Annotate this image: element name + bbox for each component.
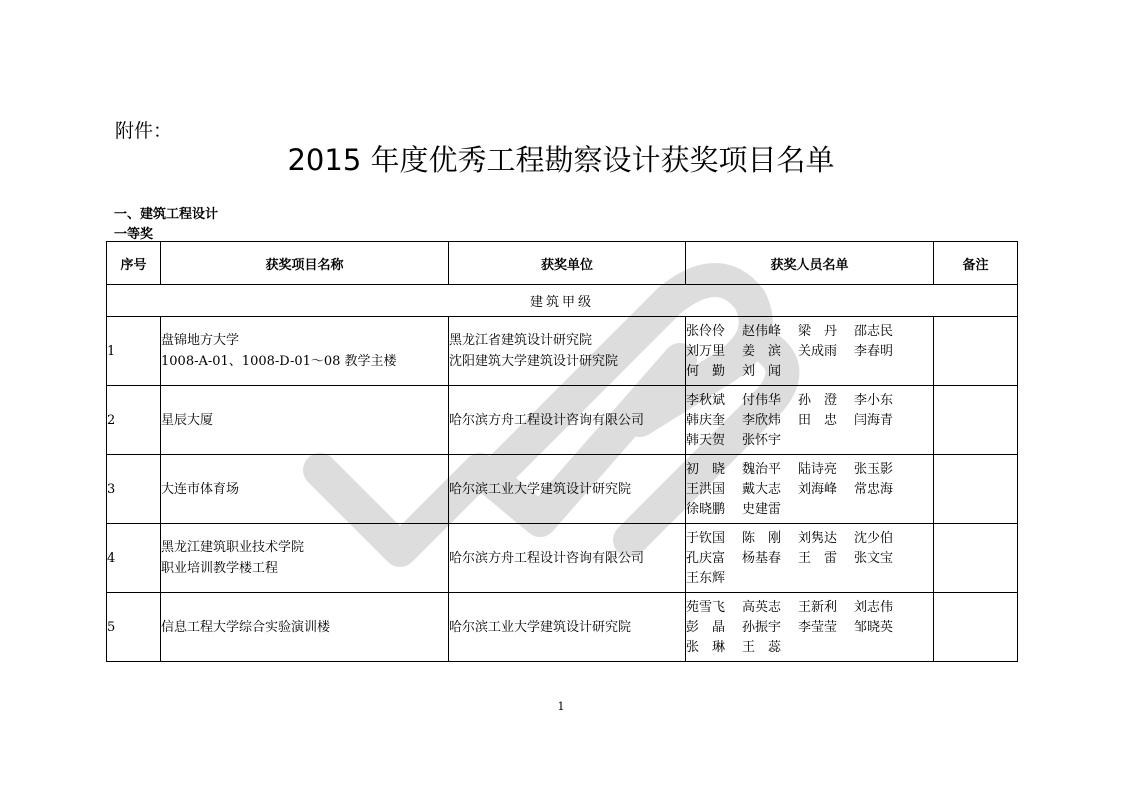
col-header-people: 获奖人员名单 bbox=[686, 242, 934, 285]
person-name: 刘隽达 bbox=[798, 530, 838, 546]
people-list bbox=[686, 323, 933, 380]
person-name: 高英志 bbox=[742, 599, 782, 615]
award-unit-line: 哈尔滨工业大学建筑设计研究院 bbox=[449, 619, 632, 635]
project-name-cell bbox=[161, 455, 449, 524]
note-cell bbox=[934, 386, 1018, 455]
award-unit-line: 沈阳建筑大学建筑设计研究院 bbox=[449, 354, 619, 369]
person-name: 徐晓鹏 bbox=[686, 501, 726, 517]
project-name-line: 信息工程大学综合实验演训楼 bbox=[161, 619, 331, 635]
col-header-project: 获奖项目名称 bbox=[161, 242, 449, 285]
award-unit-cell bbox=[449, 386, 686, 455]
person-name: 关成雨 bbox=[798, 343, 838, 359]
person-name: 王 蕊 bbox=[742, 639, 782, 655]
person-name: 张 琳 bbox=[686, 639, 726, 655]
grade-heading: 一等奖 bbox=[114, 227, 154, 242]
person-name: 王洪国 bbox=[686, 481, 726, 497]
person-name: 李莹莹 bbox=[798, 619, 838, 635]
table-row bbox=[107, 317, 1018, 386]
col-header-note: 备注 bbox=[934, 242, 1018, 285]
award-unit-cell bbox=[449, 317, 686, 386]
note-cell bbox=[934, 593, 1018, 662]
person-name: 邹晓英 bbox=[854, 619, 894, 635]
person-name: 彭 晶 bbox=[686, 619, 726, 635]
people-cell bbox=[686, 524, 934, 593]
table-row bbox=[107, 593, 1018, 662]
person-name: 刘万里 bbox=[686, 343, 726, 359]
project-name-line: 大连市体育场 bbox=[161, 481, 240, 497]
award-unit-line: 哈尔滨方舟工程设计咨询有限公司 bbox=[449, 550, 645, 566]
person-name: 孙振宇 bbox=[742, 619, 782, 635]
category-label: 建筑甲级 bbox=[107, 285, 1018, 317]
person-name: 孙 澄 bbox=[798, 392, 838, 408]
person-name: 张怀宇 bbox=[742, 432, 782, 448]
project-name-cell bbox=[161, 386, 449, 455]
person-name: 李秋斌 bbox=[686, 392, 726, 408]
person-name: 张文宝 bbox=[854, 550, 894, 566]
page-number: 1 bbox=[557, 700, 565, 713]
award-unit-line: 哈尔滨工业大学建筑设计研究院 bbox=[449, 481, 632, 497]
people-list bbox=[686, 461, 933, 518]
project-name-line: 1008-A-01、1008-D-01～08 教学主楼 bbox=[161, 354, 397, 369]
people-list bbox=[686, 392, 933, 449]
award-unit-cell bbox=[449, 593, 686, 662]
person-name: 李小东 bbox=[854, 392, 894, 408]
person-name: 韩庆奎 bbox=[686, 412, 726, 428]
people-cell bbox=[686, 317, 934, 386]
person-name: 王新利 bbox=[798, 599, 838, 615]
person-name: 王东辉 bbox=[686, 570, 726, 586]
person-name: 刘 闻 bbox=[742, 363, 782, 379]
project-name-cell bbox=[161, 524, 449, 593]
row-number: 1 bbox=[107, 317, 161, 386]
category-row bbox=[107, 285, 1018, 317]
person-name: 刘海峰 bbox=[798, 481, 838, 497]
person-name: 常忠海 bbox=[854, 481, 894, 497]
people-cell bbox=[686, 455, 934, 524]
table-row bbox=[107, 386, 1018, 455]
person-name: 李春明 bbox=[854, 343, 894, 359]
award-unit-line: 哈尔滨方舟工程设计咨询有限公司 bbox=[449, 412, 645, 428]
project-name-line: 黑龙江建筑职业技术学院 bbox=[161, 540, 305, 555]
table-row bbox=[107, 524, 1018, 593]
note-cell bbox=[934, 317, 1018, 386]
person-name: 魏治平 bbox=[742, 461, 782, 477]
table-header-row bbox=[107, 242, 1018, 285]
project-name-line: 星辰大厦 bbox=[161, 412, 214, 428]
person-name: 沈少伯 bbox=[854, 530, 894, 546]
col-header-unit: 获奖单位 bbox=[449, 242, 686, 285]
col-header-no: 序号 bbox=[107, 242, 161, 285]
person-name: 田 忠 bbox=[798, 412, 838, 428]
person-name: 初 晓 bbox=[686, 461, 726, 477]
person-name: 邵志民 bbox=[854, 323, 894, 339]
person-name: 何 勤 bbox=[686, 363, 726, 379]
person-name: 付伟华 bbox=[742, 392, 782, 408]
row-number: 5 bbox=[107, 593, 161, 662]
person-name: 苑雪飞 bbox=[686, 599, 726, 615]
project-name-cell bbox=[161, 317, 449, 386]
awards-table bbox=[106, 241, 1018, 662]
person-name: 闫海青 bbox=[854, 412, 894, 428]
person-name: 王 雷 bbox=[798, 550, 838, 566]
person-name: 孔庆富 bbox=[686, 550, 726, 566]
people-list bbox=[686, 599, 933, 656]
person-name: 于钦国 bbox=[686, 530, 726, 546]
person-name: 戴大志 bbox=[742, 481, 782, 497]
note-cell bbox=[934, 524, 1018, 593]
person-name: 陈 刚 bbox=[742, 530, 782, 546]
row-number: 3 bbox=[107, 455, 161, 524]
person-name: 赵伟峰 bbox=[742, 323, 782, 339]
project-name-line: 职业培训教学楼工程 bbox=[161, 561, 279, 576]
person-name: 杨基春 bbox=[742, 550, 782, 566]
person-name: 韩天贺 bbox=[686, 432, 726, 448]
person-name: 张玉影 bbox=[854, 461, 894, 477]
section-heading: 一、建筑工程设计 bbox=[114, 207, 219, 222]
person-name: 姜 滨 bbox=[742, 343, 782, 359]
project-name-cell bbox=[161, 593, 449, 662]
award-unit-cell bbox=[449, 524, 686, 593]
person-name: 张伶伶 bbox=[686, 323, 726, 339]
page-title: 2015 年度优秀工程勘察设计获奖项目名单 bbox=[287, 143, 835, 177]
award-unit-line: 黑龙江省建筑设计研究院 bbox=[449, 333, 593, 348]
note-cell bbox=[934, 455, 1018, 524]
people-cell bbox=[686, 386, 934, 455]
person-name: 刘志伟 bbox=[854, 599, 894, 615]
row-number: 4 bbox=[107, 524, 161, 593]
person-name: 李欣炜 bbox=[742, 412, 782, 428]
person-name: 梁 丹 bbox=[798, 323, 838, 339]
person-name: 史建雷 bbox=[742, 501, 782, 517]
project-name-line: 盘锦地方大学 bbox=[161, 333, 240, 348]
award-unit-cell bbox=[449, 455, 686, 524]
table-row bbox=[107, 455, 1018, 524]
attachment-label: 附件： bbox=[115, 120, 173, 142]
people-cell bbox=[686, 593, 934, 662]
people-list bbox=[686, 530, 933, 587]
person-name: 陆诗亮 bbox=[798, 461, 838, 477]
row-number: 2 bbox=[107, 386, 161, 455]
